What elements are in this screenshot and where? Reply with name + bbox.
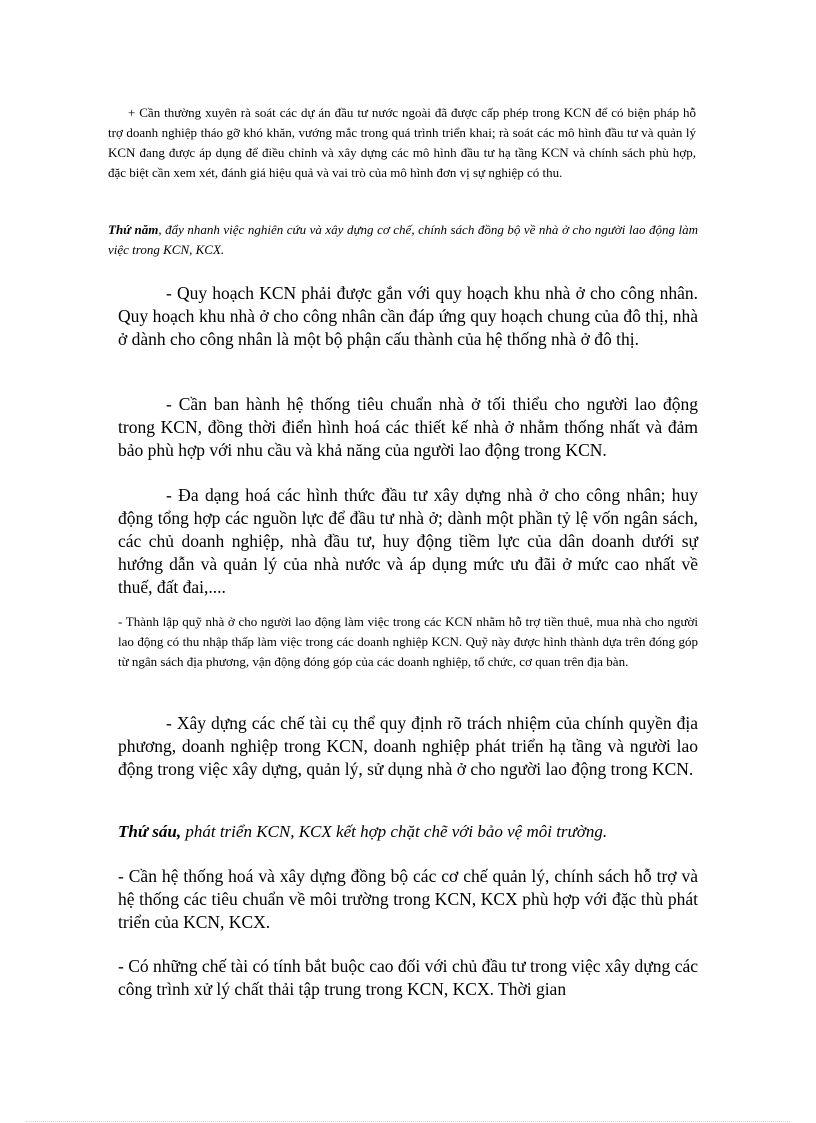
paragraph-sanctions-responsibility: - Xây dựng các chế tài cụ thể quy định rõ trách nhiệm của chính quyền địa phương, doanh nghiệp trong KCN, doanh nghiệp phát triển hạ tầng và người lao động trong việc xây dựng, quản lý, sử dụng nhà ở cho người lao động trong KCN. bbox=[118, 713, 698, 779]
page-bottom-divider bbox=[26, 1121, 790, 1122]
paragraph-waste-treatment: - Có những chế tài có tính bắt buộc cao đối với chủ đầu tư trong việc xây dựng các công trình xử lý chất thải tập trung trong KCN, KCX. Thời gian bbox=[118, 956, 698, 999]
paragraph-housing-fund: - Thành lập quỹ nhà ở cho người lao động làm việc trong các KCN nhằm hỗ trợ tiền thuê, mua nhà cho người lao động có thu nhập thấp làm việc trong các doanh nghiệp KCN. Quỹ này được hình thành dựa trên đóng góp từ ngân sách địa phương, vận động đóng góp của các doanh nghiệp, tổ chức, cơ quan trên địa bàn. bbox=[118, 614, 698, 669]
paragraph-housing-standards: - Cần ban hành hệ thống tiêu chuẩn nhà ở tối thiểu cho người lao động trong KCN, đồng thời điển hình hoá các thiết kế nhà ở nhằm thống nhất và đảm bảo phù hợp với nhu cầu và khả năng của người lao động trong KCN. bbox=[118, 394, 698, 460]
section-heading-fifth bbox=[108, 220, 698, 260]
section-heading-sixth-text: phát triển KCN, KCX kết hợp chặt chẽ với bảo vệ môi trường. bbox=[181, 822, 608, 841]
section-heading-sixth-lead: Thứ sáu, bbox=[118, 822, 182, 841]
paragraph-review-fdi-projects: + Cần thường xuyên rà soát các dự án đầu tư nước ngoài đã được cấp phép trong KCN để có biện pháp hỗ trợ doanh nghiệp tháo gỡ khó khăn, vướng mắc trong quá trình triển khai; rà soát các mô hình đầu tư và quản lý KCN đang được áp dụng để điều chỉnh và xây dựng các mô hình đầu tư hạ tầng KCN và chính sách phù hợp, đặc biệt cần xem xét, đánh giá hiệu quả và vai trò của mô hình đơn vị sự nghiệp có thu. bbox=[108, 105, 696, 180]
section-heading-sixth bbox=[118, 822, 698, 842]
paragraph-kcn-housing-planning: - Quy hoạch KCN phải được gắn với quy hoạch khu nhà ở cho công nhân. Quy hoạch khu nhà ở cho công nhân cần đáp ứng quy hoạch chung của đô thị, nhà ở dành cho công nhân là một bộ phận cấu thành của hệ thống nhà ở đô thị. bbox=[118, 283, 698, 349]
section-heading-fifth-text: , đẩy nhanh việc nghiên cứu và xây dựng cơ chế, chính sách đồng bộ về nhà ở cho người lao động làm việc trong KCN, KCX. bbox=[108, 222, 698, 257]
paragraph-diversify-investment: - Đa dạng hoá các hình thức đầu tư xây dựng nhà ở cho công nhân; huy động tổng hợp các nguồn lực để đầu tư nhà ở; dành một phần tỷ lệ vốn ngân sách, các chủ doanh nghiệp, nhà đầu tư, huy động tiềm lực của dân doanh dưới sự hướng dẫn và quản lý của nhà nước và áp dụng mức ưu đãi ở mức cao nhất về thuế, đất đai,.... bbox=[118, 485, 698, 597]
section-heading-fifth-lead: Thứ năm bbox=[108, 222, 159, 237]
paragraph-environment-standards: - Cần hệ thống hoá và xây dựng đồng bộ các cơ chế quản lý, chính sách hỗ trợ và hệ thống các tiêu chuẩn về môi trường trong KCN, KCX phù hợp với đặc thù phát triển của KCN, KCX. bbox=[118, 866, 698, 932]
